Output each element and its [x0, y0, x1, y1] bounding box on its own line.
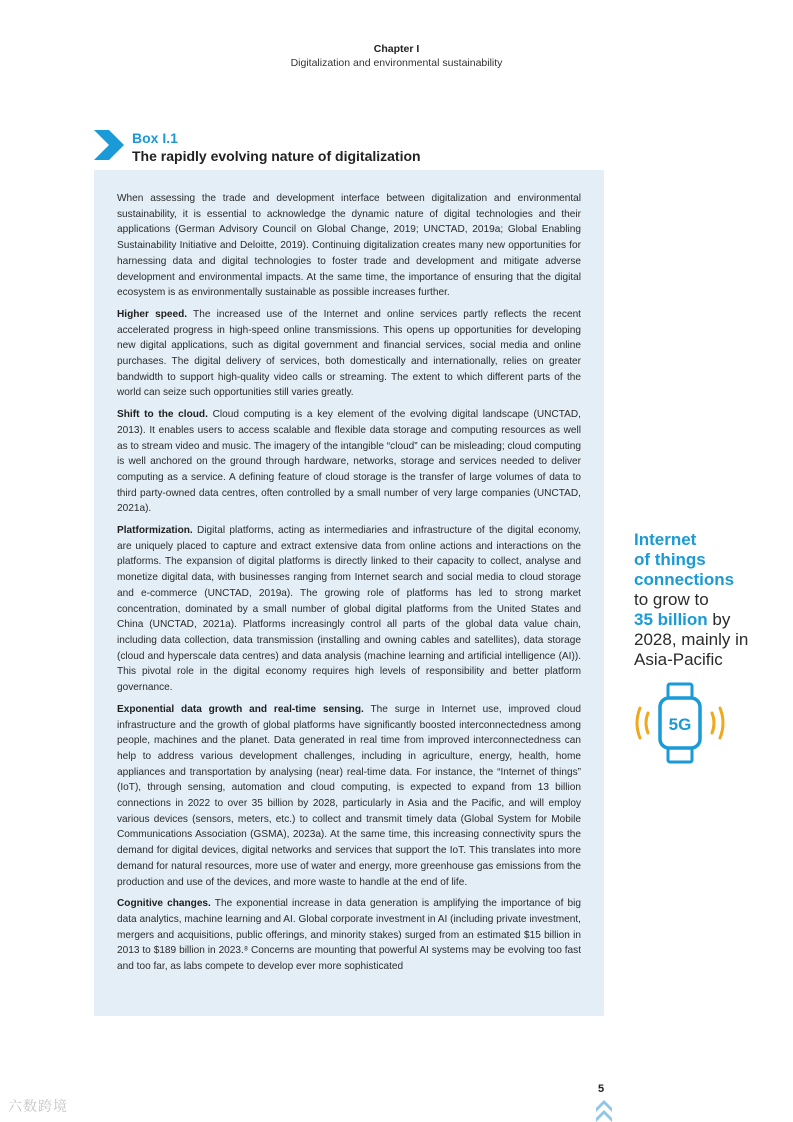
section-text: The surge in Internet use, improved cloud infrastructure and the growth of global platforms have significantly boosted interconnectedness among people, machines and the planet. Data generated in real time from improved interconnectedness can help to address various development challenges, including in agriculture, energy, health, home appliances and transportation by analysing (near) real-time data. For instance, the “Internet of things” (IoT), through sensing, automation and cloud computing, is expected to expand from 13 billion connections in 2022 to over 35 billion by 2028, particularly in Asia and the Pacific, and will employ various devices (sensors, meters, etc.) to collect and transmit timely data (Global System for Mobile Communications Association (GSMA), 2023a). At the same time, this increasing connectivity spurs the demand for digital devices, digital networks and services that support the IoT. This translates into more demand for natural resources, more use of water and energy, more greenhouse gas emissions from the production and use of the devices, and more waste to handle at the end of life.: [117, 703, 581, 888]
callout-line-4: to grow to: [634, 590, 709, 609]
callout-line-1: Internet: [634, 530, 697, 549]
icon-5g-text: 5G: [668, 715, 692, 734]
smartwatch-5g-icon: [630, 680, 730, 766]
box-intro: When assessing the trade and development interface between digitalization and environmental sustainability, it is essential to acknowledge the dynamic nature of digital technologies and their applications (German Advisory Council on Global Change, 2019; UNCTAD, 2019a; Global Enabling Sustainability Initiative and Deloitte, 2019). Continuing digitalization creates many new opportunities for harnessing data and digital technologies to foster trade and development and mitigate adverse development and environmental impacts. At the same time, the importance of ensuring that the digital ecosystem is as environmentally sustainable as possible increases further.: [117, 193, 581, 299]
callout-by: by: [707, 610, 731, 629]
watermark: 六数跨境: [8, 1098, 68, 1114]
page-number: 5: [598, 1083, 605, 1095]
box-heading: [94, 130, 614, 164]
box-title: The rapidly evolving nature of digitalization: [132, 148, 421, 164]
callout-line-3: connections: [634, 570, 735, 589]
chevron-right-icon: [94, 130, 124, 160]
callout-line-2: of things: [634, 550, 706, 569]
sidebar-callout: [634, 530, 784, 670]
scroll-to-top-icon[interactable]: [594, 1098, 614, 1122]
section-heading: Shift to the cloud.: [117, 409, 208, 421]
section-heading: Cognitive changes.: [117, 898, 211, 910]
page-header: [0, 42, 793, 70]
section-platformization: [117, 523, 581, 696]
chapter-label: Chapter I: [373, 43, 420, 55]
callout-line-5: [634, 610, 784, 630]
callout-highlight: 35 billion: [634, 610, 708, 629]
callout-line-6: 2028, mainly in: [634, 630, 749, 649]
chapter-subtitle: Digitalization and environmental sustainability: [290, 57, 503, 69]
box-label: Box I.1: [132, 130, 178, 146]
section-heading: Platformization.: [117, 525, 193, 537]
callout-line-7: Asia-Pacific: [634, 650, 723, 669]
section-shift-to-cloud: [117, 407, 581, 517]
section-heading: Exponential data growth and real-time sensing.: [117, 703, 364, 715]
section-heading: Higher speed.: [117, 308, 188, 320]
box-content: [94, 170, 604, 1016]
section-higher-speed: [117, 307, 581, 401]
section-text: The increased use of the Internet and online services partly reflects the recent accelerated progress in high-speed online transmissions. This opens up opportunities for developing new digital applications, such as digital government and financial services, social media and online purchases. The digital delivery of services, both domestically and internationally, relies on greater bandwidth to support high-quality video calls or streaming. The extent to which different parts of the world can seize such opportunities still varies greatly.: [117, 308, 581, 399]
section-text: Digital platforms, acting as intermediaries and infrastructure of the digital economy, are uniquely placed to capture and extract extensive data from online actions and interactions on the platforms. The expansion of digital platforms is directly linked to their capacity to collect, analyse and monetize digital data, with businesses ranging from Internet search and social media to cloud storage and e-commerce (UNCTAD, 2019a). The growing role of platforms has led to strong market concentration, dominated by a small number of global digital platforms from the United States and China (UNCTAD, 2021a). Platforms increasingly control all parts of the global data value chain, including data collection, data transmission (installing and owning cables and satellites), data storage (cloud and hyperscale data centres) and data analysis (machine learning and artificial intelligence (AI)). This pivotal role in the digital economy requires high levels of responsibility and better platform governance.: [117, 525, 581, 694]
section-text: Cloud computing is a key element of the evolving digital landscape (UNCTAD, 2013). It enables users to access scalable and flexible data storage and computing resources as well as to stream video and music. The imagery of the intangible “cloud” can be misleading; cloud computing is well anchored on the ground through hardware, networks, storage and services needed to deliver computing as a service. A defining feature of cloud storage is the transfer of large volumes of data to third party-owned data centres, often controlled by a small number of very large companies (UNCTAD, 2021a).: [117, 409, 581, 515]
section-data-growth: [117, 702, 581, 890]
section-text: The exponential increase in data generation is amplifying the importance of big data analytics, machine learning and AI. Global corporate investment in AI (including private investment, mergers and acquisitions, public offerings, and minority stakes) surged from an estimated $15 billion in 2013 to $189 billion in 2023.⁸ Concerns are mounting that powerful AI systems may be evolving too fast and too far, as labs compete to develop ever more sophisticated: [117, 898, 582, 973]
section-cognitive-changes: [117, 896, 581, 975]
